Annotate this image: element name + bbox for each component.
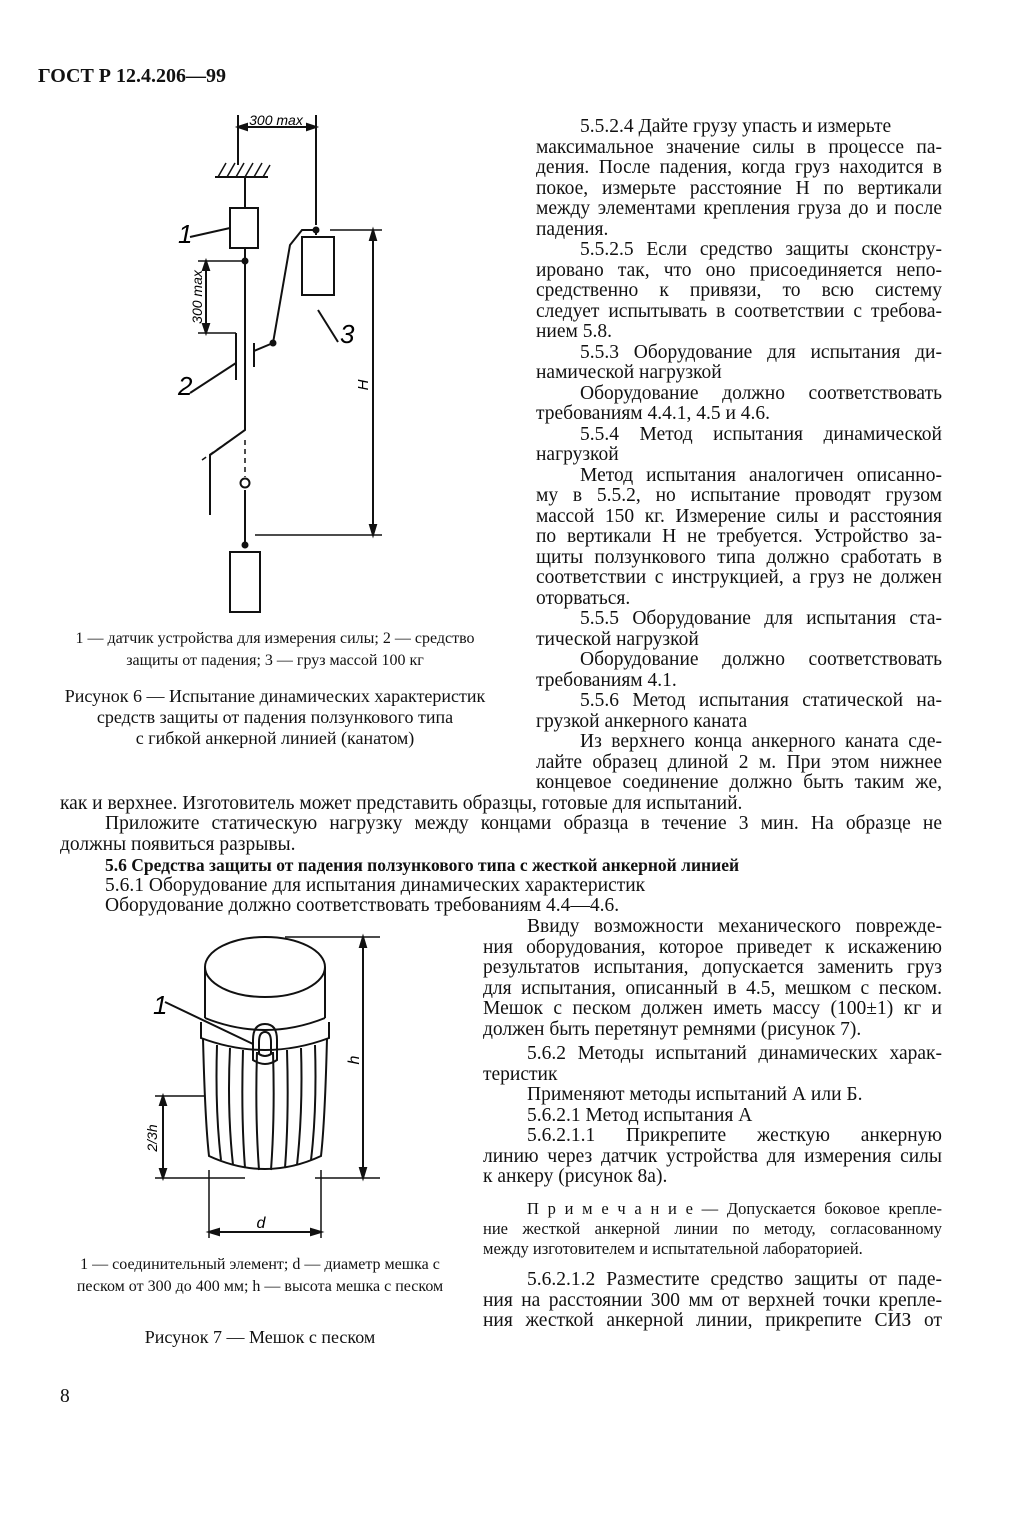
page-number: 8 [60, 1386, 70, 1407]
label-2: 2 [178, 371, 193, 401]
figure-6-diagram [150, 105, 410, 620]
label-3: 3 [340, 319, 355, 349]
figure-7-legend: 1 — соединительный элемент; d — диаметр мешка с песком от 300 до 400 мм; h — высота мешка с песком [76, 1256, 444, 1295]
standard-header: ГОСТ Р 12.4.206—99 [38, 65, 227, 87]
figure-7-title: Рисунок 7 — Мешок с песком [144, 1327, 376, 1347]
label-1: 1 [178, 219, 193, 249]
dim-h-label: H [355, 379, 372, 391]
dim-h-label: h [346, 1055, 363, 1065]
figure-6-title: Рисунок 6 — Испытание динамических характеристик средств защиты от падения ползункового типа с гибкой анкерной линией (канатом) [64, 686, 486, 748]
section-5-6-heading: 5.6 Средства защиты от падения ползункового типа с жесткой анкерной линией [105, 855, 740, 875]
dim-d-label: d [256, 1215, 266, 1232]
figure-7-diagram [135, 920, 395, 1245]
dim-left-label: 300 max [189, 270, 205, 324]
figure-6-legend: 1 — датчик устройства для измерения силы; 2 — средство защиты от падения; 3 — груз массой 100 кг [75, 630, 475, 669]
dim-top-label: 300 max [249, 112, 303, 128]
dim-23h-label: 2/3h [144, 1124, 160, 1152]
bag-label-1: 1 [153, 990, 168, 1020]
